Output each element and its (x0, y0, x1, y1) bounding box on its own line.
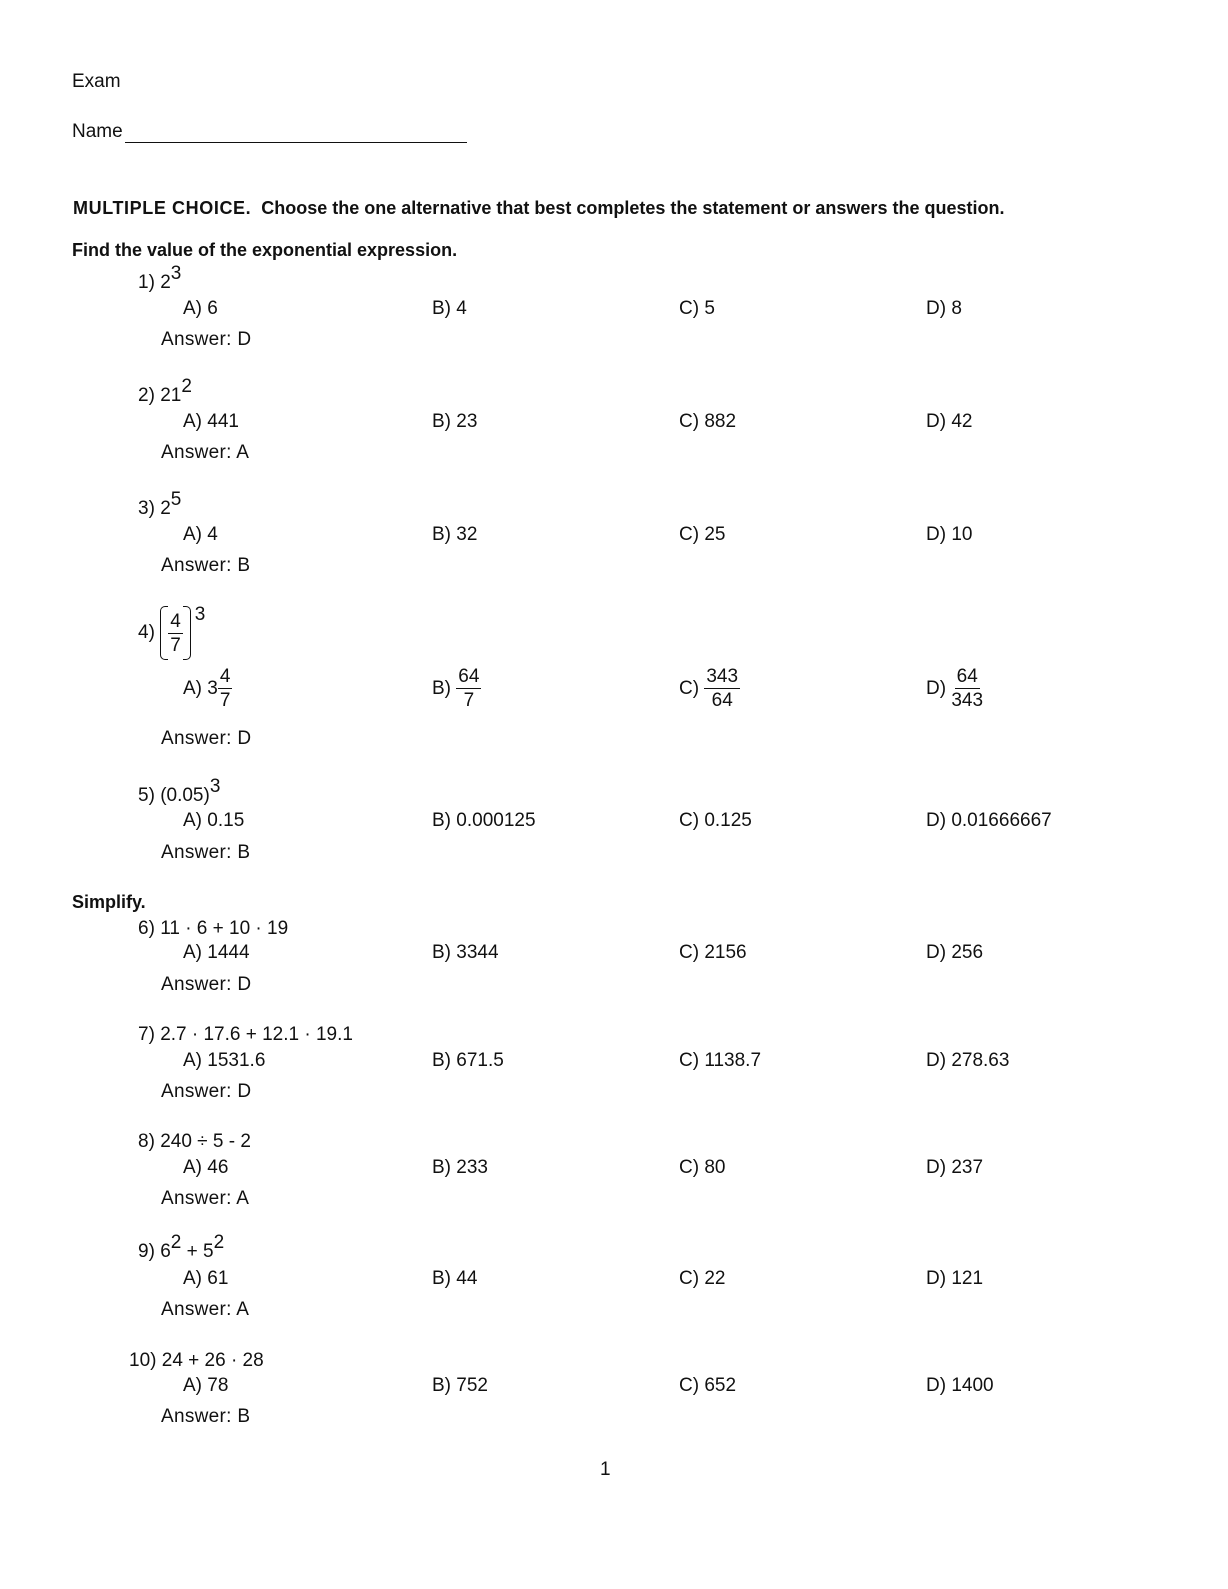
question-number: 2) (138, 385, 155, 406)
expression: 240 ÷ 5 - 2 (160, 1131, 251, 1152)
answer-8: Answer: A (161, 1188, 250, 1209)
question-8 (138, 1131, 251, 1153)
question-9 (138, 1232, 225, 1263)
answer-7: Answer: D (161, 1081, 252, 1102)
choice-8d: D) 237 (926, 1157, 984, 1178)
name-field (72, 121, 467, 143)
answer-1: Answer: D (161, 329, 252, 350)
section-heading-exponential: Find the value of the exponential expression. (72, 240, 458, 260)
choice-5a: A) 0.15 (183, 810, 245, 831)
question-number: 9) (138, 1241, 155, 1262)
choice-8a: A) 46 (183, 1157, 229, 1178)
name-label: Name (72, 121, 123, 142)
numerator: 4 (170, 610, 181, 632)
question-7 (138, 1024, 353, 1046)
exponent: 3 (194, 604, 206, 625)
choice-3d: D) 10 (926, 524, 973, 545)
choice-10b: B) 752 (432, 1375, 488, 1396)
answer-4: Answer: D (161, 728, 252, 749)
answer-2: Answer: A (161, 442, 250, 463)
choice-5c: C) 0.125 (679, 810, 752, 831)
choice-5b: B) 0.000125 (432, 810, 536, 831)
exponent: 5 (170, 489, 182, 510)
name-blank-line (125, 122, 467, 143)
choice-6a: A) 1444 (183, 942, 250, 963)
choice-9a: A) 61 (183, 1268, 229, 1289)
expression: 24 + 26 · 28 (161, 1350, 264, 1371)
expression: 2.7 · 17.6 + 12.1 · 19.1 (160, 1024, 353, 1045)
answer-6: Answer: D (161, 974, 252, 995)
choice-7d: D) 278.63 (926, 1050, 1010, 1071)
question-2 (138, 376, 192, 407)
section-heading-simplify: Simplify. (72, 892, 146, 912)
fraction: $\frac{343}{64}$ (706, 666, 739, 711)
fraction: $\frac{64}{343}$ (951, 666, 984, 711)
choice-9b: B) 44 (432, 1268, 478, 1289)
instructions-text: Choose the one alternative that best completes the statement or answers the question. (261, 198, 1005, 218)
question-number: 3) (138, 498, 155, 519)
choice-10a: A) 78 (183, 1375, 229, 1396)
question-number: 5) (138, 785, 155, 806)
base: (0.05) (160, 785, 210, 806)
choice-3a: A) 4 (183, 524, 218, 545)
instructions-lead: MULTIPLE CHOICE. (73, 198, 252, 218)
choice-6d: D) 256 (926, 942, 984, 963)
base: 21 (160, 385, 182, 406)
question-1 (138, 263, 182, 294)
question-number: 10) (129, 1350, 157, 1371)
choice-7b: B) 671.5 (432, 1050, 504, 1071)
choice-2d: D) 42 (926, 411, 973, 432)
parenthesized-fraction (160, 606, 191, 660)
exponent: 3 (170, 263, 182, 284)
choice-2a: A) 441 (183, 411, 239, 432)
expression: 11 · 6 + 10 · 19 (160, 918, 289, 939)
choice-2b: B) 23 (432, 411, 478, 432)
base: 6 (160, 1241, 171, 1262)
page-number: 1 (600, 1459, 611, 1480)
choice-10c: C) 652 (679, 1375, 737, 1396)
choice-9c: C) 22 (679, 1268, 726, 1289)
answer-9: Answer: A (161, 1299, 250, 1320)
question-5 (138, 776, 221, 807)
choice-3b: B) 32 (432, 524, 478, 545)
expression-middle: + 5 (181, 1241, 214, 1262)
choice-3c: C) 25 (679, 524, 726, 545)
choice-6c: C) 2156 (679, 942, 747, 963)
answer-3: Answer: B (161, 555, 251, 576)
choice-1c: C) 5 (679, 298, 715, 319)
question-4 (138, 606, 205, 660)
question-number: 6) (138, 918, 155, 939)
base: 2 (160, 498, 171, 519)
choice-4d: D) $\frac{64}{343}$ (926, 666, 984, 711)
exponent: 2 (213, 1232, 225, 1253)
choice-4c: C) $\frac{343}{64}$ (679, 666, 739, 711)
fraction: $\frac{64}{7}$ (458, 666, 480, 711)
choice-4b: B) $\frac{64}{7}$ (432, 666, 480, 711)
choice-1b: B) 4 (432, 298, 467, 319)
choice-7c: C) 1138.7 (679, 1050, 762, 1071)
question-6 (138, 918, 288, 940)
question-number: 4) (138, 622, 155, 643)
choice-8b: B) 233 (432, 1157, 488, 1178)
denominator: 7 (170, 634, 181, 656)
instructions (73, 198, 1004, 219)
choice-7a: A) 1531.6 (183, 1050, 266, 1071)
question-number: 1) (138, 272, 155, 293)
choice-1d: D) 8 (926, 298, 962, 319)
choice-5d: D) 0.01666667 (926, 810, 1052, 831)
question-number: 7) (138, 1024, 155, 1045)
choice-10d: D) 1400 (926, 1375, 994, 1396)
choice-1a: A) 6 (183, 298, 218, 319)
base: 2 (160, 272, 171, 293)
right-bracket (183, 606, 191, 660)
question-number: 8) (138, 1131, 155, 1152)
fraction: $\frac{4}{7}$ (219, 666, 231, 711)
question-3 (138, 489, 182, 520)
choice-2c: C) 882 (679, 411, 737, 432)
exponent: 2 (170, 1232, 182, 1253)
answer-10: Answer: B (161, 1406, 251, 1427)
exponent: 3 (209, 776, 221, 797)
exponent: 2 (181, 376, 192, 397)
fraction (168, 612, 183, 655)
exam-title: Exam (72, 71, 121, 92)
question-10 (129, 1350, 264, 1372)
choice-8c: C) 80 (679, 1157, 726, 1178)
left-bracket (160, 606, 168, 660)
answer-5: Answer: B (161, 842, 251, 863)
choice-4a: A) 3 $\frac{4}{7}$ (183, 666, 231, 711)
choice-6b: B) 3344 (432, 942, 499, 963)
choice-9d: D) 121 (926, 1268, 984, 1289)
